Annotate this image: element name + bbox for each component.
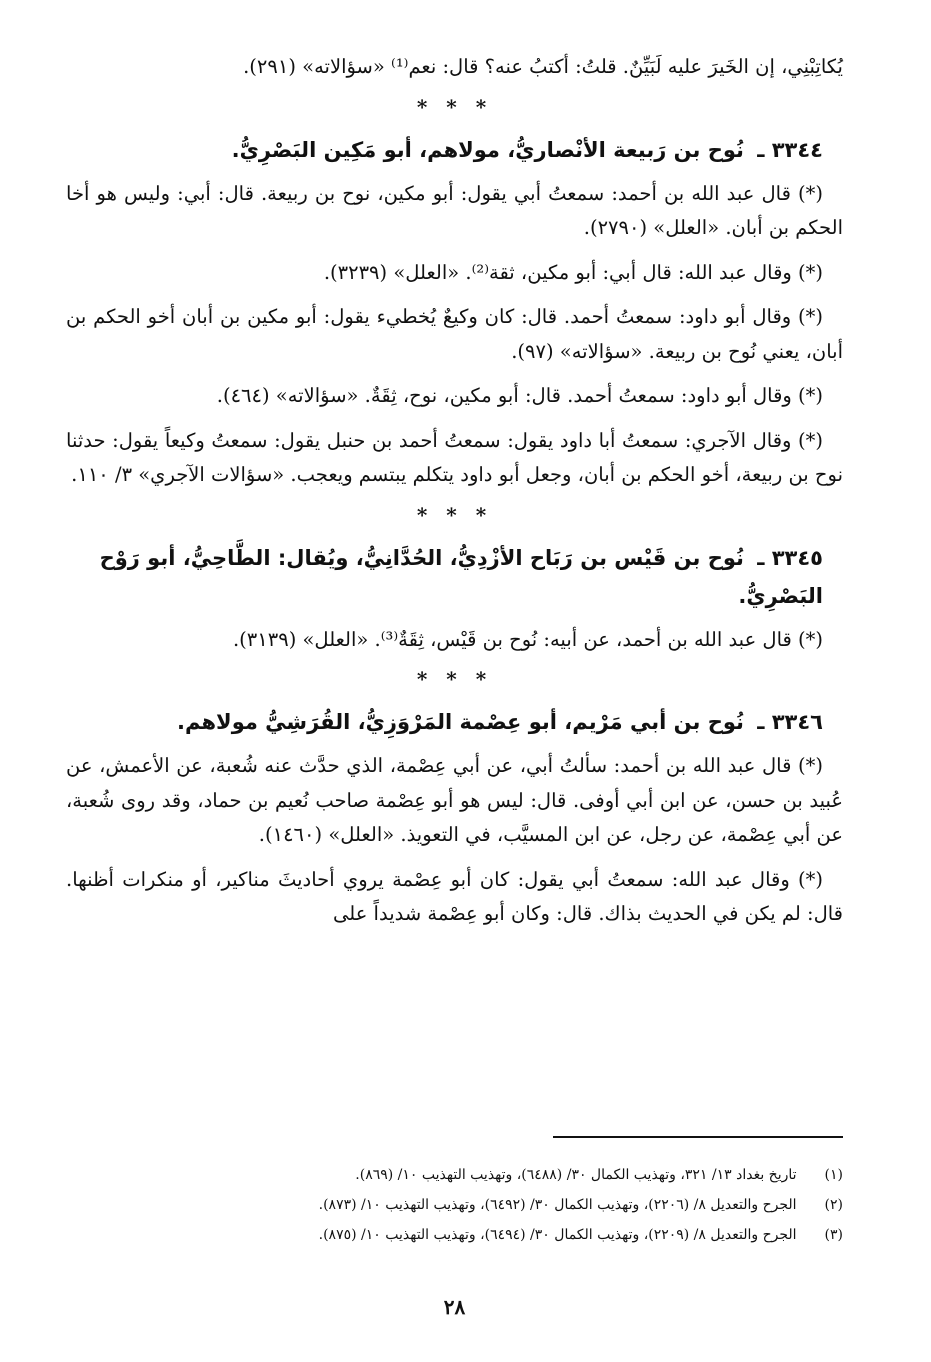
footnote-divider [553, 1136, 843, 1138]
entry-heading [66, 539, 843, 615]
footnote-text: تاريخ بغداد ١٣/ ٣٢١، وتهذيب الكمال ٣٠/ (٦٤٨٨)، وتهذيب التهذيب ١٠/ (٨٦٩). [355, 1167, 797, 1183]
page-number: ٢٨ [443, 1295, 466, 1319]
paragraph: (*) قال عبد الله بن أحمد: سمعتُ أبي يقول: أبو مكين، نوح بن ربيعة. قال: أبي: وليس هو أخا الحكم بن أبان. «العلل» (٢٧٩٠). [66, 181, 843, 239]
paragraph: (*) وقال أبو داود: سمعتُ أحمد. قال: كان وكيعٌ يُخطيء يقول: أبو مكين بن أبان أخو الحكم بن أبان، يعني نُوح بن ربيعة. «سؤالاته» (٩٧). [66, 305, 843, 363]
entry-heading [66, 703, 843, 741]
footnote-number: (١) [824, 1167, 843, 1183]
entry-number: ٣٣٤٥ ـ [757, 545, 823, 570]
entry-heading [66, 131, 843, 169]
paragraph: (*) وقال أبو داود: سمعتُ أحمد. قال: أبو مكين، نوح، ثِقَةٌ. «سؤالاته» (٤٦٤). [216, 384, 823, 407]
entry-3346 [66, 703, 843, 932]
footnote-number: (٣) [824, 1227, 843, 1243]
entry-3344 [66, 131, 843, 493]
footnotes [66, 1160, 843, 1250]
separator-3: * * * [416, 667, 493, 691]
paragraph: (*) وقال عبد الله: سمعتُ أبي يقول: كان أبو عِصْمة يروي أحاديثَ مناكير، أو منكرات أظنها. قال: لم يكن في الحديث بذاك. قال: وكان أبو عِصْمة شديداً على [66, 867, 843, 925]
paragraph: (*) وقال عبد الله: قال أبي: أبو مكين، ثقة⁽²⁾. «العلل» (٣٢٣٩). [323, 260, 823, 284]
entry-title: نُوح بن قَيْس بن رَبَاح الأزْدِيُّ، الحُدَّانِيُّ، ويُقال: الطَّاحِيُّ، أبو رَوْح البَصْرِيُّ. [99, 545, 823, 608]
intro-line: يُكاتِبْنِي، إن الخَيرَ عليه لَبَيِّنٌ. قلتُ: أكتبُ عنه؟ قال: نعم⁽¹⁾ «سؤالاته» (٢٩١). [243, 55, 843, 78]
paragraph: (*) قال عبد الله بن أحمد، عن أبيه: نُوح بن قَيْس، ثِقَةٌ⁽³⁾. «العلل» (٣١٣٩). [232, 627, 823, 651]
footnote [66, 1220, 843, 1250]
footnote-number: (٢) [824, 1197, 843, 1213]
entry-number: ٣٣٤٦ ـ [757, 710, 823, 734]
paragraph: (*) قال عبد الله بن أحمد: سألتُ أبي، عن أبي عِصْمة، الذي حدَّث عنه شُعبة، عن الأعمش، عن عُبيد بن حسن، عن ابن أبي أوفى. قال: ليس هو أبو عِصْمة صاحب نُعيم بن حماد، وقد روى شُعبة، عن أبي عِصْمة، عن رجل، عن ابن المسيَّب، في التعويذ. «العلل» (١٤٦٠). [66, 754, 843, 846]
entry-title: نُوح بن أبي مَرْيم، أبو عِصْمة المَرْوَزِيُّ، القُرَشِيُّ مولاهم. [177, 710, 744, 734]
page-body [66, 50, 843, 1362]
footnote-text: الجرح والتعديل ٨/ (٢٢٠٦)، وتهذيب الكمال ٣٠/ (٦٤٩٢)، وتهذيب التهذيب ١٠/ (٨٧٣). [318, 1197, 797, 1213]
entry-title: نُوح بن رَبيعة الأنْصاريُّ، مولاهم، أبو مَكِين البَصْرِيُّ. [231, 137, 744, 162]
footnote-text: الجرح والتعديل ٨/ (٢٢٠٩)، وتهذيب الكمال ٣٠/ (٦٤٩٤)، وتهذيب التهذيب ١٠/ (٨٧٥). [318, 1227, 797, 1243]
entry-number: ٣٣٤٤ ـ [757, 137, 823, 162]
paragraph: (*) وقال الآجري: سمعتُ أبا داود يقول: سمعتُ أحمد بن حنبل يقول: سمعتُ وكيعاً يقول: حدثنا نوح بن ربيعة، أخو الحكم بن أبان، وجعل أبو داود يتكلم يبتسم ويعجب. «سؤالات الآجري» ٣/ ١١٠. [66, 428, 843, 486]
entry-3345 [66, 539, 843, 658]
footnote [66, 1160, 843, 1190]
separator-2: * * * [416, 502, 493, 527]
footnote [66, 1190, 843, 1220]
separator-1: * * * [416, 94, 493, 119]
